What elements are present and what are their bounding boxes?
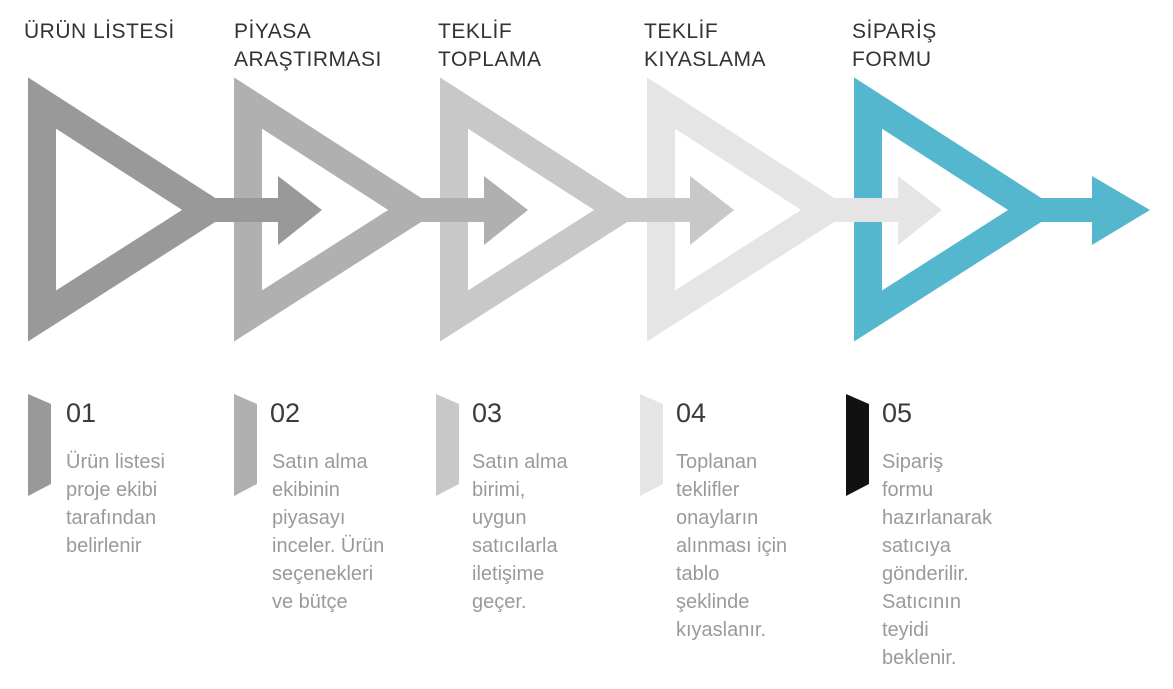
connector-arrow-5	[1030, 176, 1150, 245]
connector-arrow-1	[205, 176, 322, 245]
step-5-description: Sipariş formu hazırlanarak satıcıya gönderilir. Satıcının teyidi beklenir.	[882, 451, 993, 669]
step-1-marker	[28, 394, 51, 496]
step-4-marker	[640, 394, 663, 496]
step-3-marker	[436, 394, 459, 496]
step-5-title: SİPARİŞ FORMU	[852, 20, 937, 71]
step-3-title: TEKLİF TOPLAMA	[438, 20, 542, 71]
step-4-description: Toplanan teklifler onayların alınması için tablo şeklinde kıyaslanır.	[676, 451, 788, 641]
step-3-number: 03	[472, 398, 503, 428]
step-1-triangle	[42, 103, 208, 316]
connector-arrow-3	[618, 176, 734, 245]
step-5-number: 05	[882, 398, 913, 428]
step-2-marker	[234, 394, 257, 496]
connector-arrow-2	[412, 176, 528, 245]
step-2-number: 02	[270, 398, 301, 428]
step-4-title: TEKLİF KIYASLAMA	[644, 20, 766, 71]
step-1-title: ÜRÜN LİSTESİ	[24, 20, 175, 43]
step-5-marker	[846, 394, 869, 496]
step-2-title: PİYASA ARAŞTIRMASI	[234, 20, 382, 71]
step-1-description: Ürün listesi proje ekibi tarafından belirlenir	[66, 451, 165, 557]
step-2-description: Satın alma ekibinin piyasayı inceler. Ürün seçenekleri ve bütçe	[272, 451, 385, 613]
step-3-description: Satın alma birimi, uygun satıcılarla iletişime geçer.	[472, 451, 568, 613]
step-4-number: 04	[676, 398, 707, 428]
connector-arrow-4	[825, 176, 942, 245]
step-1-number: 01	[66, 398, 97, 428]
